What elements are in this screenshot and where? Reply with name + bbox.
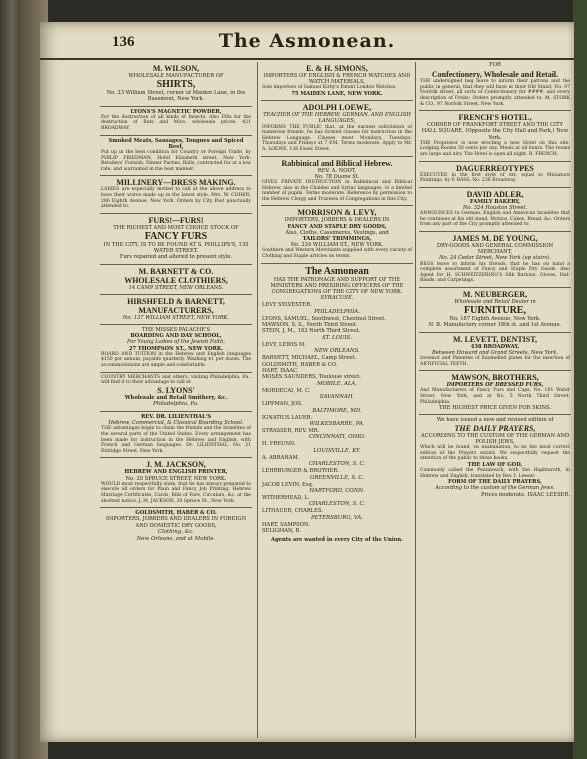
ad-city: Philadelphia, Pa. [153, 400, 199, 407]
ad-address: No. 234 WILLIAM ST., NEW YORK. [290, 242, 384, 249]
ad-barnett [100, 265, 252, 295]
agent-name: IGNATIUS LAUER. [262, 414, 313, 421]
agent-name: LEHRBURGER & BROTHER. [262, 468, 339, 475]
ad-title: ADOLPH LOEWE, [302, 103, 372, 113]
ad-body: Sole importers of Samuel Kirby's Patent London Watches. [262, 85, 397, 91]
column-3 [415, 62, 571, 738]
ad-name: J. M. JACKSON, [146, 460, 206, 470]
ad-address: No. 24 Cedar Street, New York (up stairs). [438, 255, 552, 262]
columns [100, 62, 570, 738]
ad-title: SHIRTS, [156, 79, 196, 91]
ad-body: INFORMS THE PUBLIC that, at the earnest solicitation of numerous friends, he has formed classes for instruction in the Hebrew Language. Classes meet Mondays, Tuesdays, Thursdays and Fridays at 7 P.M. Terms moderate. Apply to Mr. A. LOEWE, 136 Essex Street. [262, 124, 412, 152]
ad-millinery [100, 176, 252, 213]
agent-name: H. FREUND. [262, 441, 296, 448]
ad-subtitle: DRY-GOODS AND GENERAL COMMISSION MERCHANT, [436, 242, 554, 256]
asmonean-agents [261, 264, 413, 546]
ad-address: No. 187 Eighth Avenue, New York. [449, 316, 541, 323]
agent-name: STRASSER, REV. MR. [262, 428, 320, 435]
agent-name: MOSES SAUNDERS, Toulouse street. [262, 374, 361, 381]
ad-body: And Manufacturers of Fancy Furs and Caps, No. 101 Water Street, New York, and at No. 5 North Third Street, Philadelphia. [420, 388, 570, 405]
ad-note: Furs repaired and altered to present style. [119, 254, 233, 261]
ad-address: 14 CAMP STREET, NEW ORLEANS. [128, 284, 224, 291]
ad-title: M. LEVETT, DENTIST, [453, 334, 537, 344]
ad-note: Prices moderate. ISAAC LEESER. [480, 491, 570, 498]
ad-title: HEBREW AND ENGLISH PRINTER, [124, 469, 228, 476]
ad-address: No. 324 Houston Street. [462, 204, 528, 211]
agents-list [262, 295, 412, 535]
agent-name: A. ABRAHAM. [262, 454, 300, 461]
column-label: FOR [489, 62, 501, 68]
ad-body: Put up in the best condition for Country or Foreign Trade, by PHILIP FRIEDMAN, Hotel Elizabeth street, New York. Retailers' Furnish, Dinner Parties, Balls, contracted for at a low rate, and warranted in the best manner. [101, 150, 251, 172]
masthead: The Asmonean. [218, 30, 396, 52]
ad-title-2: THE LAW OF GOD, [467, 461, 523, 468]
ad-address: No. 20 SPRUCE STREET, NEW YORK. [125, 475, 227, 482]
agent-name: GOLDSMITH, HABER & CO. [262, 361, 338, 368]
ad-title: FURS!—FURS! [148, 215, 204, 225]
ad-subtitle: IMPORTERS OF ENGLISH & FRENCH WATCHES AND WATCH MATERIALS, [263, 73, 411, 86]
ad-address: 27 THOMPSON ST., NEW YORK. [128, 345, 224, 352]
ad-subtitle-2: According to the custom of the German Jews. [435, 485, 555, 492]
ad-title: MORRISON & LEVY, [297, 208, 377, 218]
ad-title-2: FURNITURE, [464, 305, 526, 317]
ad-simons [261, 62, 413, 101]
ad-body: THE Proprietor is now erecting a new Hotel on this site. Lodging Rooms 50 cents per day. Meals at all hours. The rooms are large and airy. The Hotel is open all night. R. FRENCH. [420, 140, 570, 157]
ad-title: Rabbinical and Biblical Hebrew. [281, 158, 393, 168]
agent-name: STEIN, J. M., 183 North Third Street. [262, 328, 361, 335]
ad-subtitle: IMPORTERS, JOBBERS & DEALERS IN [284, 217, 390, 224]
ad-body: Inventor and Patentee of Enamelled plates for the insertion of ARTIFICIAL TEETH. [420, 355, 570, 367]
agent-city: CHARLESTON, S. C. [308, 501, 366, 508]
agent-name: LYONS, SAMUEL, Southwest, Chestnut Street. [262, 315, 387, 322]
ad-rabbinical-hebrew [261, 157, 413, 207]
ad-subtitle: Wholesale and Retail Smithery, &c. [124, 394, 228, 401]
ad-goldsmith-haber [100, 508, 252, 546]
ad-daily-prayers [419, 415, 571, 500]
ad-subtitle: BOARDING AND DAY SCHOOL, [130, 333, 222, 340]
agent-city: SAVANNAH. [319, 394, 355, 401]
ad-subtitle: MANUFACTURERS, [138, 305, 214, 315]
ad-subtitle: THE RICHEST AND MOST CHOICE STOCK OF [113, 224, 239, 231]
agent-city: PETERSBURG, VA. [310, 514, 364, 521]
ad-title: DAGUERREOTYPES [456, 163, 534, 173]
ad-daguerreotypes [419, 162, 571, 188]
agent-city: GREENVILLE, S. C. [309, 474, 365, 481]
ad-title: Smoked Meats, Sausages, Tongues and Spiced Beef, [108, 137, 244, 150]
ad-title: REV. DR. LILIENTHAL'S [140, 413, 212, 420]
ad-name: M. BARNETT & CO. [138, 266, 214, 276]
ad-palache-school [100, 325, 252, 373]
agent-city: CHARLESTON, S. C. [308, 461, 366, 468]
ad-body: BOARD AND TUITION in the Hebrew and English languages $150 per annum, payable quarterly. Washing $1 per dozen. The accommodations are ample and comfortable. [101, 351, 251, 368]
ad-title: THE DAILY PRAYERS, [454, 423, 536, 433]
agents-wanted-note: Agents are wanted in every City of the Union. [271, 536, 403, 543]
agent-name: LIPPMAN, JOS. [262, 401, 303, 408]
ad-title: JAMES M. DE YOUNG, [452, 233, 538, 243]
agent-name: LITHAUER, CHARLES. [262, 508, 323, 515]
ad-title: THE MISSES PALACHE'S [142, 326, 210, 333]
ad-wilson [100, 62, 252, 107]
ad-address: No. 137 WILLIAM STREET, NEW YORK. [122, 314, 230, 321]
ad-title: GOLDSMITH, HABER & CO. [135, 510, 217, 517]
agent-name: WITHERHEAD, L. [262, 495, 310, 502]
ad-subtitle: TEACHER OF THE HEBREW, GERMAN, AND ENGLISH LANGUAGES, [263, 112, 411, 125]
column-1 [100, 62, 252, 738]
ad-subtitle-2: Clothing, &c. [157, 528, 195, 535]
ad-levett-dentist [419, 333, 571, 372]
ad-body: BEGS leave to inform his friends, that he has on hand a complete assortment of Fancy and Staple Dry Goods. Also Agent for H. SCHWEITZERING'S Silk Buttons, Gloves, Hat-Bands, and Carpetings. [420, 261, 570, 284]
ad-loewe [261, 101, 413, 156]
page-header [40, 22, 574, 60]
ad-body: THE advantages begin to claim the friends and the Israelites of the several parts of the United States. Every arrangement has been made for instruction in the Hebrew and English, with French and German languages. Dr. LILIENTHAL, No. 21 Eldridge Street, New York. [101, 426, 251, 454]
ad-title-3: TAILORS' TRIMMINGS, [302, 235, 372, 242]
ad-body: Also, Cloths, Cassimeres, Vestings, and [285, 229, 389, 236]
ad-body: GIVES PRIVATE INSTRUCTION in Rabbinical and Biblical Hebrew, also in the Chaldee and Syriac languages, to a limited number of pupils. Terms moderate. Reference by permission to the Hebrew Clergy and Trustees of Congregations in this City. [262, 179, 412, 202]
ad-body: WOULD most respectfully state, that he has always prepared to execute all orders for Plain and Fancy Job Printing. Hebrew Marriage Certificates, Cards, Bills of Fare, Circulars, &c. at the shortest notice. J. M. JACKSON, 20 Spruce St., New York. [101, 481, 251, 504]
page-number: 136 [112, 34, 135, 50]
column-2 [257, 62, 413, 738]
ad-note: N. B. Manufactory corner 18th st. and 1st Avenue. [428, 322, 562, 329]
book-cover-edge [573, 0, 587, 759]
ad-title: HIRSHFELD & BARNETT, [127, 296, 225, 306]
agent-city: LOUISVILLE, KY. [313, 447, 361, 454]
ad-de-young [419, 232, 571, 288]
agent-city: SYRACUSE. [320, 295, 354, 302]
ad-subtitle: CORNER OF FRANKFORT STREET AND THE CITY HALL SQUARE, (Opposite the City Hall and Park,) New York. [421, 122, 569, 141]
agent-name: MORDECAI, M. C. [262, 387, 311, 394]
ad-morrison-levy [261, 206, 413, 263]
ad-name: M. WILSON, [152, 64, 200, 73]
ad-body: LADIES are especially invited to call at the above address to have their wares made up in the latest style. Mrs. W. COHEN, 286 Eighth Avenue, New York. Orders by City Post punctually attended to. [101, 187, 251, 210]
agent-city: PHILADELPHIA. [314, 308, 360, 315]
ad-title: LYONS'S MAGNETIC POWDER, [130, 108, 222, 115]
agent-city: BALTIMORE, MD. [312, 407, 362, 414]
ad-title-3: FORM OF THE DAILY PRAYERS, [448, 479, 542, 486]
section-subtitle: HAS THE PATRONAGE AND SUPPORT OF THE MINISTERS AND PRESIDING OFFICERS OF THE CONGREGATIONS OF THE CITY OF NEW YORK. [270, 276, 404, 295]
ad-title: E. & H. SIMONS, [306, 64, 368, 73]
ad-address: No. 23 William Street, corner of Maiden Lane, in the Basement, New York. [106, 90, 246, 103]
ad-confectionery [419, 68, 571, 111]
agent-city: ST. LOUIS. [322, 334, 352, 341]
agent-name: LEVY SYLVESTER. [262, 302, 312, 309]
ad-address: No. 78 Duane St. [314, 173, 360, 180]
ad-body: THE undersigned beg leave to inform their patrons and the public in general, that they will have at their Old Stand, No. 97 Norfolk street, all sorts of Confectionery for ####, and every description of Fruits. Orders promptly attended to. M. STORK & CO., 97 Norfolk Street, New York. [420, 79, 570, 107]
ad-title: Confectionery, Wholesale and Retail. [431, 70, 559, 80]
ad-subtitle: WHOLESALE MANUFACTURER OF [128, 73, 224, 79]
ad-body: For the destruction of all kinds of Insects. Also Pills for the destruction of Rats and Mice, wholesale prices. 421 BROADWAY. [101, 114, 251, 131]
ad-lyons-powder [100, 107, 252, 136]
ad-note: THE HIGHEST PRICE GIVEN FOR SKINS. [438, 405, 552, 412]
ad-body-2: Commonly called the Pentateuch, with the Haphtaroth, in Hebrew and English, translated by Rev. I. Leeser. [420, 467, 570, 479]
agent-name: BARNETT, MICHAEL, Camp Street. [262, 355, 357, 362]
ad-title: FRENCH'S HOTEL, [458, 113, 532, 123]
ad-body: IN THE CITY, IS TO BE FOUND AT S. PHILLIPS'S, 135 WATER STREET. [103, 241, 249, 255]
ad-subtitle: Hebrew, Commercial, & Classical Boarding School. [108, 420, 244, 427]
agent-name: MAWSON, S. S., North Third Street. [262, 321, 358, 328]
ad-smoked-meats [100, 136, 252, 177]
ad-title-2: FANCY AND STAPLE DRY GOODS, [287, 223, 387, 230]
ad-jackson-printer [100, 458, 252, 508]
ad-subtitle: IMPORTERS, JOBBERS AND DEALERS IN FOREIGN AND DOMESTIC DRY GOODS, [105, 516, 247, 529]
ad-title-2: FANCY FURS [144, 230, 208, 242]
ad-subtitle: Wholesale and Retail Dealer in [454, 298, 536, 305]
agent-name: JACOB LEVIN, Esq. [262, 481, 314, 488]
ad-title: S. LYONS' [157, 385, 195, 395]
ad-mawson [419, 371, 571, 415]
agent-city: CINCINNATI, OHIO. [308, 434, 366, 441]
ad-body: EXECUTED in the first style of Art, equal to Miniature Paintings, by P. BASS, No. 236 Broadway. [420, 172, 570, 184]
ad-french-hotel [419, 111, 571, 161]
ad-body: ANNOUNCES to German, English and American Israelites that he continues at his old stand, Motzos, Cakes, Bread, &c. Orders from any part of the City promptly attended to. [420, 211, 570, 228]
ad-subtitle: REV. A. NOOT, [317, 167, 357, 174]
ad-body: COUNTRY MERCHANTS and others, visiting Philadelphia, Pa., will find it to their advantage to call at [101, 374, 251, 386]
ad-neuberger [419, 288, 571, 333]
ad-subtitle-2: For Young Ladies of the Jewish Faith, [126, 339, 226, 346]
agent-name: LEVY, LEWIS M. [262, 341, 306, 348]
agent-name: HART, ISAAC. [262, 368, 299, 375]
ad-note: Southern and Western Merchants supplied with every variety of Clothing and Staple articles on terms. [262, 248, 412, 259]
section-title: The Asmonean [305, 265, 369, 277]
newspaper-page [40, 22, 574, 742]
ad-title: M. NEUBERGER, [462, 289, 528, 299]
ad-title: WHOLESALE CLOTHIERS, [124, 275, 228, 285]
agent-city: MOBILE, ALA. [316, 380, 358, 387]
agent-city: WILKESBARRE, PA. [309, 421, 365, 428]
ad-body: Which will be found, on examination, to be the most correct edition of the Prayers extant. We respectfully request the attention of the public to these books. [420, 444, 570, 462]
ad-intro: We have issued a new and revised edition of [436, 417, 554, 424]
ad-title: MILLINERY—DRESS MAKING. [116, 178, 236, 188]
ad-address: 438 BROADWAY, [470, 343, 520, 350]
ad-lyons-smithery [100, 373, 252, 412]
ad-subtitle: FAMILY BAKERY, [469, 198, 521, 205]
ad-title: DAVID ADLER, [466, 189, 524, 199]
agent-city: HARTFORD, CONN. [309, 488, 365, 495]
ad-adler-bakery [419, 188, 571, 232]
agent-city: NEW ORLEANS. [314, 348, 360, 355]
ad-city: New Orleans, and at Mobile. [136, 535, 216, 542]
ad-hirshfeld [100, 295, 252, 325]
ad-address: 75 MAIDEN LANE, NEW YORK. [291, 91, 383, 97]
ad-subtitle: IMPORTERS OF DRESSED FURS, [446, 382, 544, 389]
ad-subtitle: Between Howard and Grand Streets, New York. [432, 349, 558, 356]
ad-lilienthal-school [100, 412, 252, 458]
book-binding [0, 0, 20, 759]
agent-name: HART, SAMPSON. [262, 521, 310, 528]
agent-name: SELIGMAN, B. [262, 528, 302, 535]
ad-furs [100, 214, 252, 265]
ad-title: MAWSON, BROTHERS, [451, 373, 539, 383]
ad-subtitle: ACCORDING TO THE CUSTOM OF THE GERMAN AND POLISH JEWS, [420, 432, 570, 445]
